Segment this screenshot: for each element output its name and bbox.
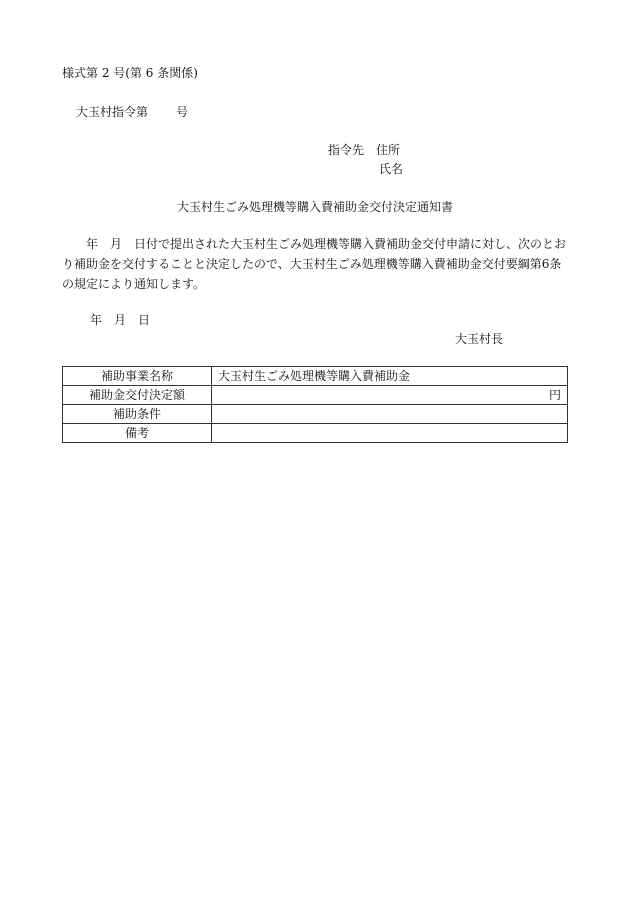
row-value-decision-amount: 円	[212, 386, 568, 405]
row-label-decision-amount: 補助金交付決定額	[63, 386, 212, 405]
document-title: 大玉村生ごみ処理機等購入費補助金交付決定通知書	[176, 200, 453, 214]
destination-name-label: 氏名	[379, 162, 404, 176]
order-prefix: 大玉村指令第	[76, 105, 149, 119]
table-row	[63, 367, 568, 386]
order-suffix: 号	[176, 105, 189, 119]
table-row	[63, 405, 568, 424]
body-paragraph: 年 月 日付で提出された大玉村生ごみ処理機等購入費補助金交付申請に対し、次のとおり補助金を交付することと決定したので、大玉村生ごみ処理機等購入費補助金交付要綱第6条の規定により通知します。	[62, 237, 567, 291]
form-number: 様式第 2 号(第 6 条関係)	[62, 66, 198, 80]
row-value-remarks	[212, 424, 568, 443]
issue-date: 年 月 日	[90, 313, 151, 327]
row-label-project-name: 補助事業名称	[63, 367, 212, 386]
row-value-project-name: 大玉村生ごみ処理機等購入費補助金	[212, 367, 568, 386]
row-value-conditions	[212, 405, 568, 424]
order-number-line	[76, 103, 188, 120]
row-label-conditions: 補助条件	[63, 405, 212, 424]
destination-address-label: 指令先 住所	[328, 143, 401, 157]
table-row	[63, 386, 568, 405]
table-row	[63, 424, 568, 443]
issuer-name: 大玉村長	[455, 332, 504, 346]
row-label-remarks: 備考	[63, 424, 212, 443]
subsidy-detail-table	[62, 366, 568, 443]
